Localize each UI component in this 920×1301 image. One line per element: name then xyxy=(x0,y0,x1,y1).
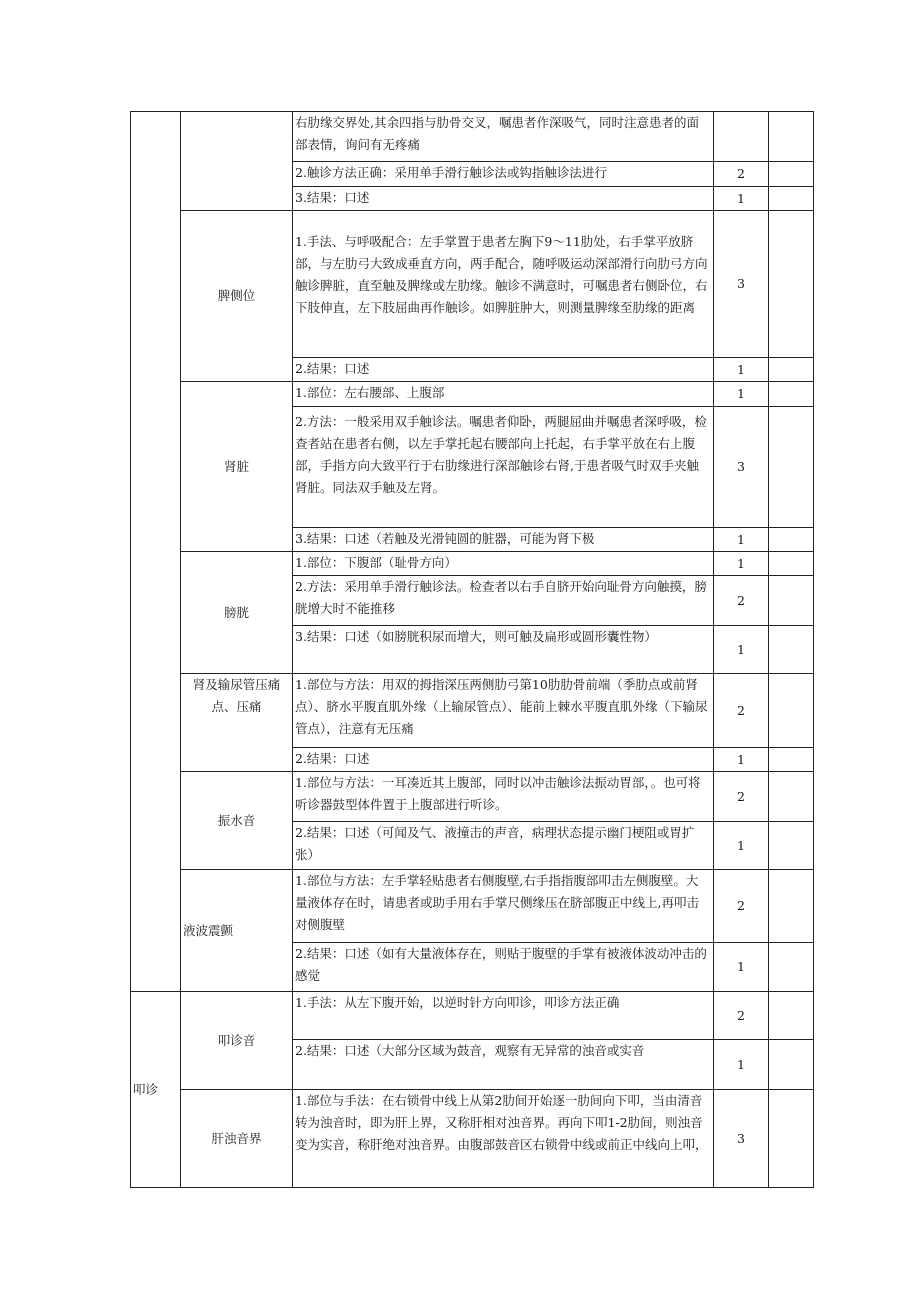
points-cell xyxy=(769,576,814,626)
criteria-text: 1.部位：下腹部（耻骨方向） xyxy=(293,552,714,576)
table-row xyxy=(131,112,814,162)
table-row xyxy=(131,772,814,822)
item-name: 脾侧位 xyxy=(181,211,293,382)
criteria-text: 2.结果：口述（可闻及气、液撞击的声音，病理状态提示幽门梗阻或胃扩张） xyxy=(293,822,714,870)
criteria-text: 2.方法：一般采用双手触诊法。嘱患者仰卧，两腿屈曲并嘱患者深呼吸，检查者站在患者右侧，以左手掌托起右腰部向上托起，右手掌平放在右上腹部，手指方向大致平行于右肋缘进行深部触诊右肾,于患者吸气时双手夹触肾脏。同法双手触及左肾。 xyxy=(293,407,714,528)
criteria-text: 2.触诊方法正确：采用单手滑行触诊法或钩指触诊法进行 xyxy=(293,162,714,187)
score-value xyxy=(714,112,769,162)
criteria-text: 1.部位：左右腰部、上腹部 xyxy=(293,382,714,407)
score-value: 1 xyxy=(714,748,769,772)
score-value: 2 xyxy=(714,674,769,748)
criteria-text: 2.结果：口述 xyxy=(293,748,714,772)
score-value: 3 xyxy=(714,407,769,528)
points-cell xyxy=(769,748,814,772)
table-row xyxy=(131,211,814,358)
points-cell xyxy=(769,626,814,674)
criteria-text: 2.结果：口述（如有大量液体存在，则贴于腹壁的手掌有被液体波动冲击的感觉 xyxy=(293,943,714,992)
item-name: 振水音 xyxy=(181,772,293,870)
score-value: 1 xyxy=(714,528,769,552)
score-value: 1 xyxy=(714,358,769,382)
category-cell-empty xyxy=(131,112,181,992)
criteria-text: 3.结果：口述 xyxy=(293,187,714,211)
score-value: 3 xyxy=(714,1090,769,1188)
score-value: 2 xyxy=(714,772,769,822)
table-row xyxy=(131,382,814,407)
points-cell xyxy=(769,674,814,748)
table-row xyxy=(131,870,814,943)
points-cell xyxy=(769,822,814,870)
points-cell xyxy=(769,187,814,211)
table-row xyxy=(131,674,814,748)
score-value: 1 xyxy=(714,822,769,870)
criteria-text: 1.手法：从左下腹开始，以逆时针方向叩诊，叩诊方法正确 xyxy=(293,992,714,1040)
criteria-text: 3.结果：口述（如膀胱积尿而增大，则可触及扁形或圆形囊性物） xyxy=(293,626,714,674)
criteria-text: 1.部位与方法：一耳凑近其上腹部，同时以冲击触诊法振动胃部，。也可将听诊器鼓型体件置于上腹部进行听诊。 xyxy=(293,772,714,822)
score-value: 1 xyxy=(714,552,769,576)
score-value: 1 xyxy=(714,943,769,992)
points-cell xyxy=(769,407,814,528)
criteria-text: 1.手法、与呼吸配合：左手掌置于患者左胸下9～11肋处，右手掌平放脐部，与左肋弓大致成垂直方向，两手配合，随呼吸运动深部滑行向肋弓方向触诊脾脏，直至触及脾缘或左肋缘。触诊不满意时，可嘱患者右侧卧位，右下肢伸直，左下肢屈曲再作触诊。如脾脏肿大，则测量脾缘至肋缘的距离 xyxy=(293,211,714,358)
points-cell xyxy=(769,162,814,187)
item-name: 叩诊音 xyxy=(181,992,293,1090)
table-row xyxy=(131,552,814,576)
item-name: 肾脏 xyxy=(181,382,293,552)
item-name: 膀胱 xyxy=(181,552,293,674)
criteria-text: 2.结果：口述（大部分区域为鼓音，观察有无异常的浊音或实音 xyxy=(293,1040,714,1090)
table-row xyxy=(131,1090,814,1188)
criteria-text: 1.部位与方法：左手掌轻贴患者右侧腹壁,右手指指腹部叩击左侧腹壁。大量液体存在时，请患者或助手用右手掌尺侧缘压在脐部腹正中线上,再叩击对侧腹壁 xyxy=(293,870,714,943)
score-value: 3 xyxy=(714,211,769,358)
item-cell-empty xyxy=(181,112,293,211)
score-value: 1 xyxy=(714,187,769,211)
item-name: 液波震颤 xyxy=(181,870,293,992)
item-name: 肾及输尿管压痛点、压痛 xyxy=(181,674,293,772)
points-cell xyxy=(769,870,814,943)
score-value: 2 xyxy=(714,870,769,943)
points-cell xyxy=(769,943,814,992)
score-value: 1 xyxy=(714,382,769,407)
score-value: 2 xyxy=(714,576,769,626)
points-cell xyxy=(769,772,814,822)
score-value: 1 xyxy=(714,1040,769,1090)
criteria-text: 2.结果：口述 xyxy=(293,358,714,382)
criteria-text: 1.部位与手法：在右锁骨中线上从第2肋间开始逐一肋间向下叩，当由清音转为浊音时，即为肝上界，又称肝相对浊音界。再向下叩1-2肋间，则浊音变为实音，称肝绝对浊音界。由腹部鼓音区右锁骨中线或前正中线向上叩， xyxy=(293,1090,714,1188)
item-name: 肝浊音界 xyxy=(181,1090,293,1188)
points-cell xyxy=(769,528,814,552)
criteria-text: 3.结果：口述（若触及光滑钝圆的脏器，可能为肾下极 xyxy=(293,528,714,552)
criteria-text: 2.方法：采用单手滑行触诊法。检查者以右手自脐开始向耻骨方向触摸，膀胱增大时不能推移 xyxy=(293,576,714,626)
criteria-text: 1.部位与方法：用双的拇指深压两侧肋弓第10肋肋骨前端（季肋点或前肾点）、脐水平腹直肌外缘（上输尿管点）、能前上棘水平腹直肌外缘（下输尿管点），注意有无压痛 xyxy=(293,674,714,748)
points-cell xyxy=(769,112,814,162)
points-cell xyxy=(769,358,814,382)
points-cell xyxy=(769,992,814,1040)
scoring-table xyxy=(130,111,814,1188)
points-cell xyxy=(769,1040,814,1090)
score-value: 2 xyxy=(714,992,769,1040)
points-cell xyxy=(769,382,814,407)
score-value: 1 xyxy=(714,626,769,674)
points-cell xyxy=(769,1090,814,1188)
table-row xyxy=(131,992,814,1040)
score-value: 2 xyxy=(714,162,769,187)
points-cell xyxy=(769,552,814,576)
category-name: 叩诊 xyxy=(131,992,181,1188)
points-cell xyxy=(769,211,814,358)
criteria-text: 右肋缘交界处,其余四指与肋骨交叉，嘱患者作深吸气，同时注意患者的面部表情，询问有无疼痛 xyxy=(293,112,714,162)
